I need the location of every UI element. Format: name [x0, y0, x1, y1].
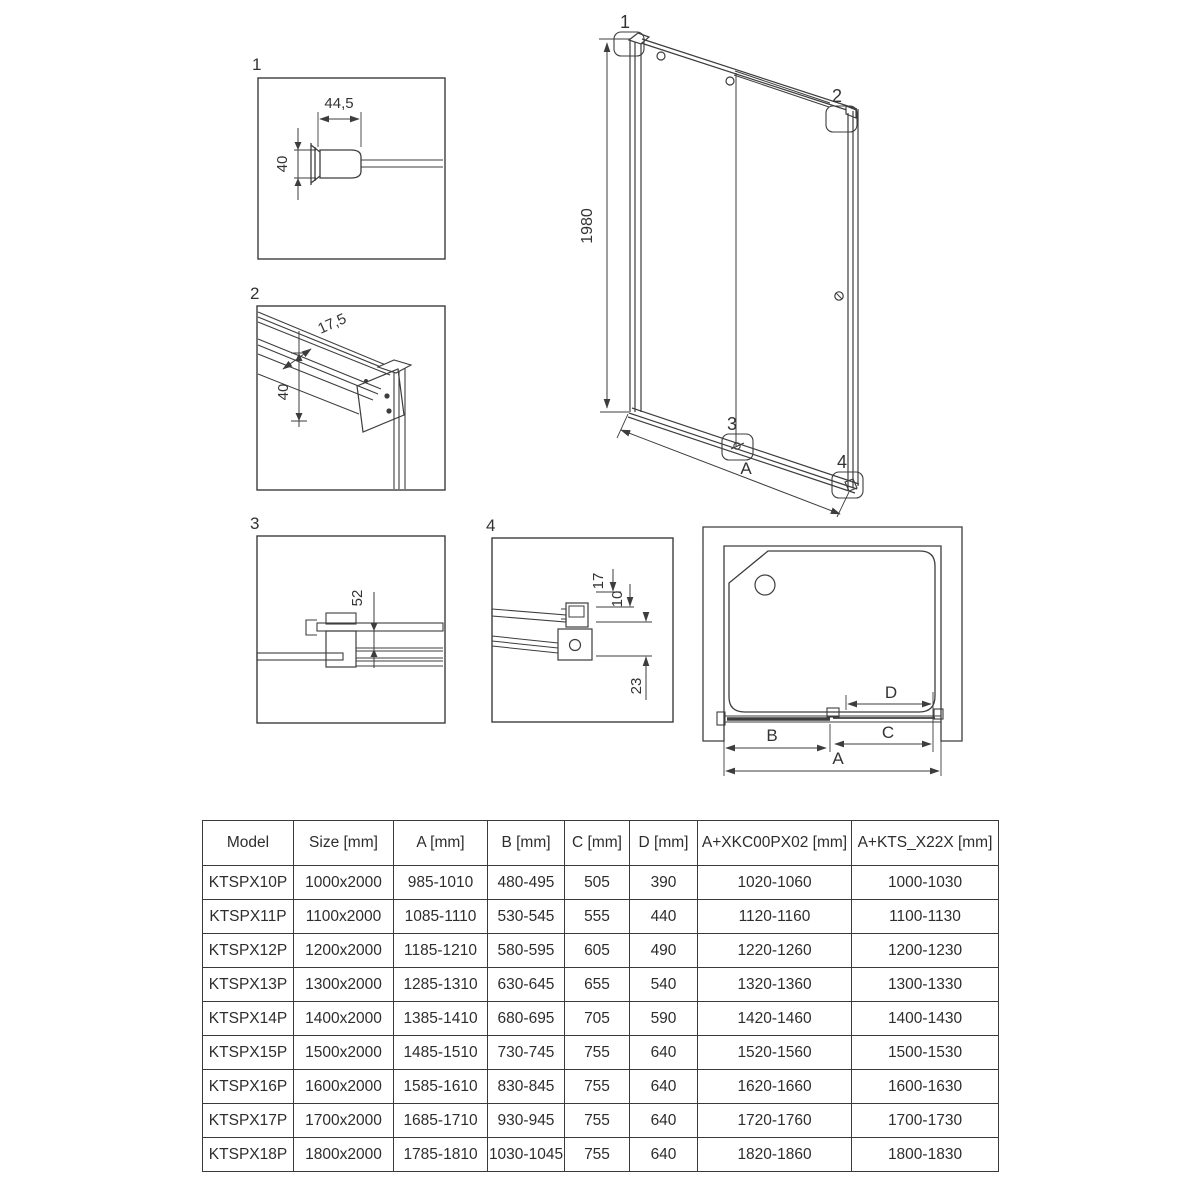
value-cell: 490 — [630, 934, 698, 968]
value-cell: 1820-1860 — [698, 1138, 852, 1172]
elevation-height-dimension — [579, 39, 631, 412]
plan-dim-d-label: D — [884, 683, 898, 702]
value-cell: 1620-1660 — [698, 1070, 852, 1104]
glass-section — [492, 609, 566, 622]
column-header: A+KTS_X22X [mm] — [852, 821, 999, 866]
value-cell: 705 — [565, 1002, 630, 1036]
value-cell: 1485-1510 — [394, 1036, 488, 1070]
value-cell: 730-745 — [488, 1036, 565, 1070]
value-cell: 1500x2000 — [294, 1036, 394, 1070]
value-cell: 580-595 — [488, 934, 565, 968]
plan-dim-c-label: C — [881, 723, 895, 742]
door-frame — [628, 33, 859, 493]
column-header: B [mm] — [488, 821, 565, 866]
detail-4-dim-mid-label: 10 — [609, 590, 626, 608]
drain-circle — [755, 575, 775, 595]
roller-carrier — [558, 629, 592, 660]
model-cell: KTSPX13P — [203, 968, 294, 1002]
value-cell: 1385-1410 — [394, 1002, 488, 1036]
column-header: Size [mm] — [294, 821, 394, 866]
elevation-height-label: 1980 — [579, 208, 596, 244]
column-header: C [mm] — [565, 821, 630, 866]
value-cell: 655 — [565, 968, 630, 1002]
value-cell: 1100x2000 — [294, 900, 394, 934]
model-cell: KTSPX15P — [203, 1036, 294, 1070]
value-cell: 555 — [565, 900, 630, 934]
table-row — [203, 1002, 999, 1036]
detail-4-drawing — [486, 516, 673, 722]
model-cell: KTSPX11P — [203, 900, 294, 934]
value-cell: 830-845 — [488, 1070, 565, 1104]
plan-dimensions — [724, 683, 941, 776]
value-cell: 390 — [630, 866, 698, 900]
detail-4-dim-top-label: 17 — [590, 572, 607, 590]
value-cell: 1785-1810 — [394, 1138, 488, 1172]
model-cell: KTSPX10P — [203, 866, 294, 900]
value-cell: 1800x2000 — [294, 1138, 394, 1172]
detail-3-dimensions — [349, 590, 378, 668]
detail-1-dimensions — [274, 95, 361, 200]
column-header: Model — [203, 821, 294, 866]
bottom-guide-section — [257, 613, 443, 667]
detail-3-dim-height-label: 52 — [349, 589, 366, 607]
value-cell: 1685-1710 — [394, 1104, 488, 1138]
detail-4-dimensions — [590, 569, 652, 700]
detail-1-drawing — [252, 55, 445, 259]
value-cell: 930-945 — [488, 1104, 565, 1138]
detail-1-dim-width-label: 44,5 — [324, 95, 354, 112]
rail-bracket — [357, 369, 404, 432]
value-cell: 640 — [630, 1070, 698, 1104]
detail-2-dim-offset-label: 17,5 — [315, 310, 349, 338]
value-cell: 1400x2000 — [294, 1002, 394, 1036]
detail-4-dim-bottom-label: 23 — [628, 677, 645, 695]
table-row — [203, 866, 999, 900]
value-cell: 540 — [630, 968, 698, 1002]
value-cell: 630-645 — [488, 968, 565, 1002]
value-cell: 755 — [565, 1104, 630, 1138]
door-right-edge — [848, 109, 858, 490]
value-cell: 1400-1430 — [852, 1002, 999, 1036]
value-cell: 1500-1530 — [852, 1036, 999, 1070]
value-cell: 1420-1460 — [698, 1002, 852, 1036]
value-cell: 1020-1060 — [698, 866, 852, 900]
value-cell: 1720-1760 — [698, 1104, 852, 1138]
elevation-width-label: A — [740, 459, 752, 478]
model-cell: KTSPX12P — [203, 934, 294, 968]
detail-2-dimensions — [275, 310, 349, 427]
door-handle — [835, 292, 843, 300]
detail-3-drawing — [250, 514, 445, 723]
callout-1-label: 1 — [620, 12, 631, 32]
value-cell: 480-495 — [488, 866, 565, 900]
value-cell: 1000x2000 — [294, 866, 394, 900]
table-row — [203, 1104, 999, 1138]
model-cell: KTSPX14P — [203, 1002, 294, 1036]
value-cell: 605 — [565, 934, 630, 968]
value-cell: 1085-1110 — [394, 900, 488, 934]
value-cell: 1700-1730 — [852, 1104, 999, 1138]
spec-table-container — [202, 820, 999, 1172]
table-row — [203, 900, 999, 934]
value-cell: 1300-1330 — [852, 968, 999, 1002]
detail-1-label: 1 — [252, 55, 262, 74]
value-cell: 1030-1045 — [488, 1138, 565, 1172]
rail-screw — [726, 77, 734, 85]
detail-2-dim-height-label: 40 — [275, 383, 292, 401]
value-cell: 1200x2000 — [294, 934, 394, 968]
value-cell: 985-1010 — [394, 866, 488, 900]
value-cell: 505 — [565, 866, 630, 900]
bottom-rail — [628, 408, 859, 493]
wall-profile — [630, 40, 641, 412]
callout-2-label: 2 — [832, 86, 843, 106]
shower-tray — [729, 551, 935, 712]
callout-4-label: 4 — [837, 452, 848, 472]
value-cell: 1220-1260 — [698, 934, 852, 968]
value-cell: 1520-1560 — [698, 1036, 852, 1070]
value-cell: 1700x2000 — [294, 1104, 394, 1138]
value-cell: 1185-1210 — [394, 934, 488, 968]
rail-screw — [657, 52, 665, 60]
table-row — [203, 968, 999, 1002]
model-cell: KTSPX16P — [203, 1070, 294, 1104]
glass-pane-lines — [361, 160, 443, 167]
value-cell: 1000-1030 — [852, 866, 999, 900]
value-cell: 1320-1360 — [698, 968, 852, 1002]
detail-2-drawing — [250, 284, 445, 490]
table-row — [203, 934, 999, 968]
column-header: A+XKC00PX02 [mm] — [698, 821, 852, 866]
roller-bracket-section — [492, 603, 592, 660]
wall-profile-section — [311, 143, 443, 185]
detail-3-label: 3 — [250, 514, 260, 533]
value-cell: 530-545 — [488, 900, 565, 934]
table-row — [203, 1036, 999, 1070]
callout-3-label: 3 — [727, 414, 738, 434]
detail-4-label: 4 — [486, 516, 496, 535]
value-cell: 1100-1130 — [852, 900, 999, 934]
track-lines — [356, 648, 443, 666]
wall-section — [703, 527, 962, 741]
value-cell: 440 — [630, 900, 698, 934]
model-cell: KTSPX18P — [203, 1138, 294, 1172]
plan-dim-b-label: B — [766, 726, 778, 745]
lower-glass-section — [257, 653, 343, 660]
value-cell: 755 — [565, 1070, 630, 1104]
value-cell: 590 — [630, 1002, 698, 1036]
column-header: A [mm] — [394, 821, 488, 866]
value-cell: 755 — [565, 1138, 630, 1172]
plan-dim-a-label: A — [832, 749, 844, 768]
profile-top-cap — [629, 33, 649, 44]
detail-1-dim-height-label: 40 — [274, 155, 291, 173]
value-cell: 1600-1630 — [852, 1070, 999, 1104]
detail-2-label: 2 — [250, 284, 260, 303]
model-cell: KTSPX17P — [203, 1104, 294, 1138]
elevation-drawing — [579, 12, 863, 517]
value-cell: 680-695 — [488, 1002, 565, 1036]
value-cell: 1120-1160 — [698, 900, 852, 934]
table-row — [203, 1070, 999, 1104]
table-row — [203, 1138, 999, 1172]
value-cell: 755 — [565, 1036, 630, 1070]
value-cell: 1585-1610 — [394, 1070, 488, 1104]
value-cell: 1285-1310 — [394, 968, 488, 1002]
value-cell: 1600x2000 — [294, 1070, 394, 1104]
value-cell: 640 — [630, 1138, 698, 1172]
value-cell: 1300x2000 — [294, 968, 394, 1002]
value-cell: 1200-1230 — [852, 934, 999, 968]
detail-3-frame — [257, 536, 445, 723]
spec-table — [202, 820, 999, 1172]
value-cell: 1800-1830 — [852, 1138, 999, 1172]
guide-block — [326, 631, 356, 667]
value-cell: 640 — [630, 1036, 698, 1070]
value-cell: 640 — [630, 1104, 698, 1138]
plan-view-drawing — [703, 527, 962, 776]
door-plan — [717, 708, 943, 725]
profile-lines — [492, 636, 558, 653]
column-header: D [mm] — [630, 821, 698, 866]
spec-table-header-row — [203, 821, 999, 866]
roller-wheel — [570, 640, 581, 651]
